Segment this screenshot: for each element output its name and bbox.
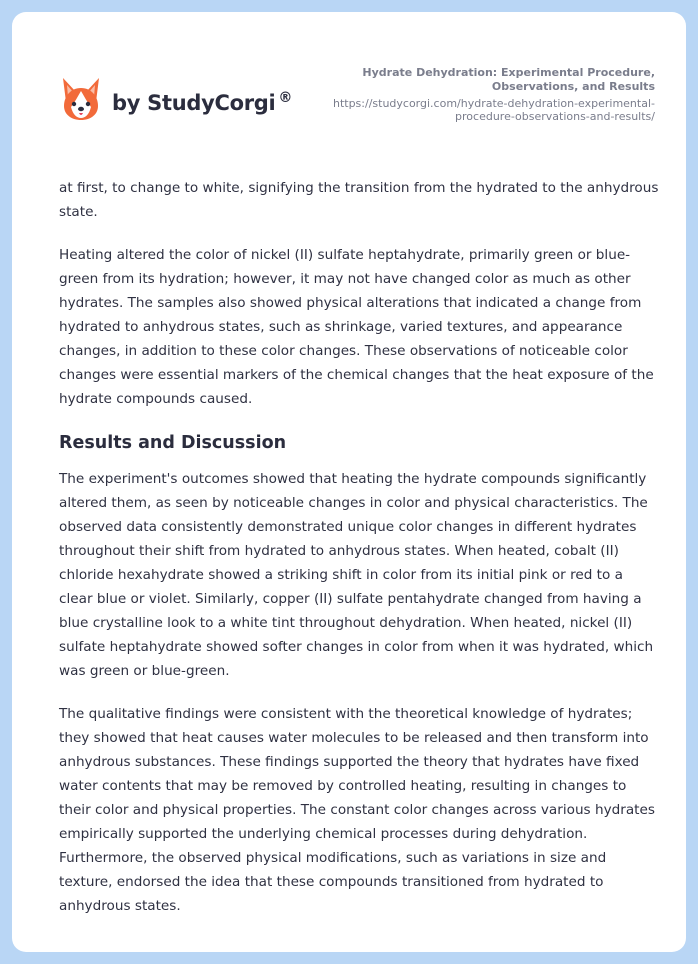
document-body	[59, 176, 659, 937]
page-header	[12, 12, 686, 152]
paragraph: Heating altered the color of nickel (II) sulfate heptahydrate, primarily green or blue-green from its hydration; however, it may not have changed color as much as other hydrates. The samples also showed physical alterations that indicated a change from hydrated to anhydrous states, such as shrinkage, varied textures, and appearance changes, in addition to these color changes. These observations of noticeable color changes were essential markers of the chemical changes that the heat exposure of the hydrate compounds caused.	[59, 247, 654, 407]
registered-mark: ®	[278, 89, 293, 106]
section-heading: Results and Discussion	[59, 433, 287, 453]
studycorgi-logo[interactable]	[60, 76, 292, 122]
corgi-logo-icon	[60, 76, 102, 122]
paragraph: The qualitative findings were consistent with the theoretical knowledge of hydrates; they showed that heat causes water molecules to be released and then transform into anhydrous substances. These findings supported the theory that hydrates have fixed water contents that may be removed by controlled heating, resulting in changes to their color and physical properties. The constant color changes across various hydrates empirically supported the underlying chemical processes during dehydration. Furthermore, the observed physical modifications, such as variations in size and texture, endorsed the idea that these compounds transitioned from hydrated to anhydrous states.	[59, 706, 655, 914]
document-title: Hydrate Dehydration: Experimental Procedure, Observations, and Results	[362, 66, 655, 93]
paragraph: at first, to change to white, signifying the transition from the hydrated to the anhydrous state.	[59, 180, 659, 220]
document-url[interactable]: https://studycorgi.com/hydrate-dehydration-experimental- procedure-observations-and-results/	[332, 97, 655, 123]
brand-name: by StudyCorgi ®	[112, 89, 293, 115]
document-meta	[295, 66, 655, 123]
paragraph: The experiment's outcomes showed that heating the hydrate compounds significantly altered them, as seen by noticeable changes in color and physical characteristics. The observed data consistently demonstrated unique color changes in different hydrates throughout their shift from hydrated to anhydrous states. When heated, cobalt (II) chloride hexahydrate showed a striking shift in color from its initial pink or red to a clear blue or violet. Similarly, copper (II) sulfate pentahydrate changed from having a blue crystalline look to a white tint throughout dehydration. When heated, nickel (II) sulfate heptahydrate showed softer changes in color from when it was hydrated, which was green or blue-green.	[59, 471, 654, 679]
document-page	[12, 12, 686, 952]
